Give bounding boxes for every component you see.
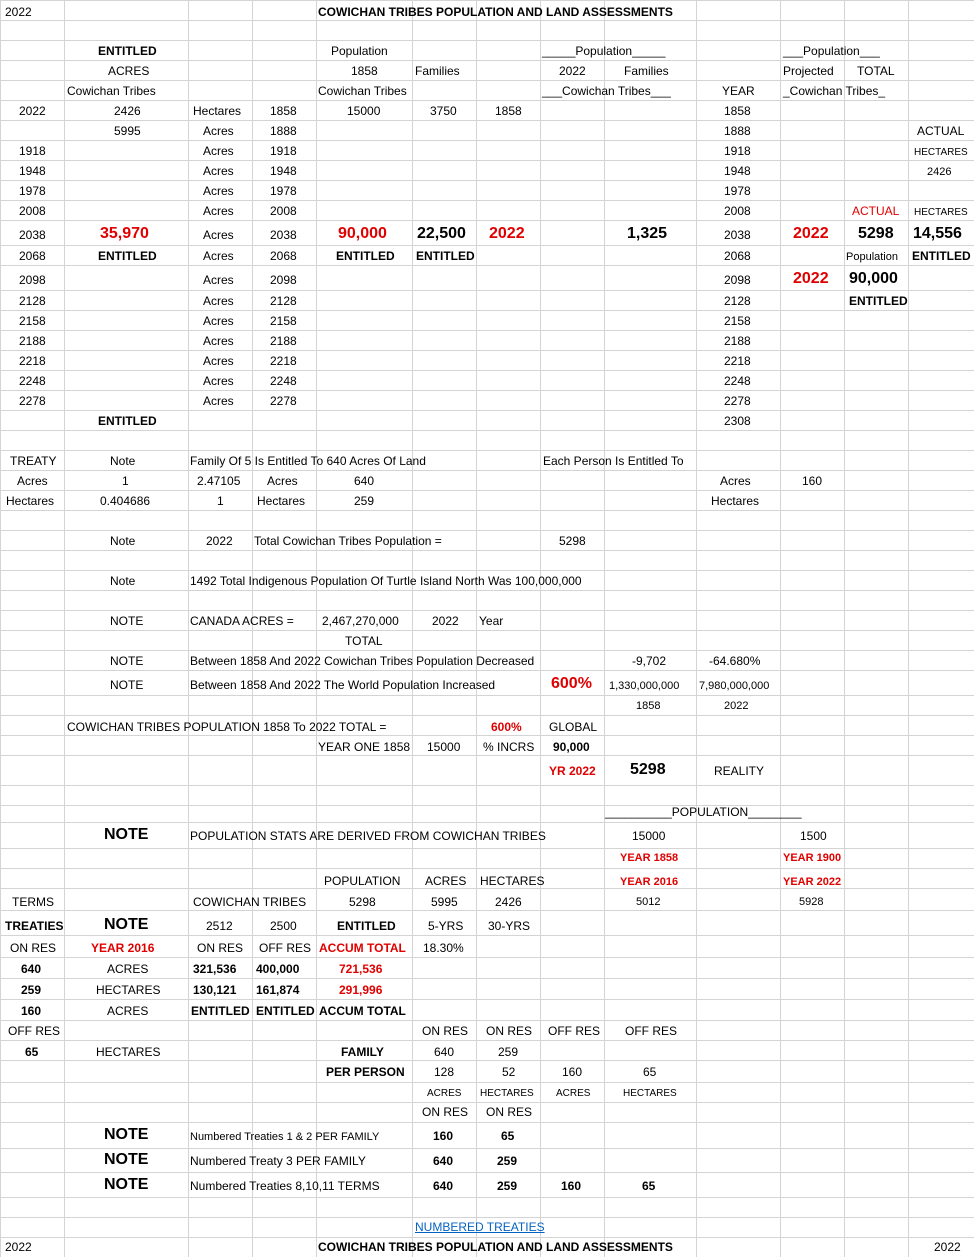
t2-population: POPULATION [324,874,401,888]
row-year3: 2278 [724,394,751,408]
treaty-hectares-3: Hectares [711,494,760,508]
footer-title: COWICHAN TRIBES POPULATION AND LAND ASSESSMENTS [318,1240,673,1254]
t2-pop-5298: 5298 [349,895,376,909]
note-year: 2022 [206,534,233,548]
t2-f259: 259 [498,1045,519,1059]
row-year3: 1948 [724,164,751,178]
treaty-acres-640: 640 [354,474,375,488]
row-unit: Acres [203,354,234,368]
value-hectares: HECTARES [914,147,968,158]
row-year3: 2098 [724,273,751,287]
header-acres: ACRES [108,64,150,78]
t2-on-res-2: ON RES [197,941,244,955]
header-pop-projected: ___Population___ [783,44,880,58]
row-year2: 2248 [270,374,297,388]
row-year: 2128 [19,294,46,308]
numbered-text: Numbered Treaties 1 & 2 PER FAMILY [190,1131,380,1143]
population-year-1900: YEAR 1900 [783,852,842,864]
footer-year-left: 2022 [5,1240,32,1254]
header-population: Population [331,44,388,58]
value-population-label: Population [846,251,898,263]
value-actual-2426: 2426 [927,166,952,178]
row-year3: 2008 [724,204,751,218]
summary-pct: 600% [491,720,522,734]
summary-pop-5298: 5298 [630,761,666,778]
population-year-1858: YEAR 1858 [620,852,679,864]
note-total: TOTAL [345,634,383,648]
row-year3: 2038 [724,228,751,242]
t2-pct-1830: 18.30% [423,941,464,955]
row-year: 2278 [19,394,46,408]
numbered-treaties-link[interactable]: NUMBERED TREATIES [415,1220,545,1234]
t2-off-res-3: OFF RES [548,1024,601,1038]
row-year2: 2068 [270,249,297,263]
t2-v259: 259 [21,983,42,997]
t2-on-res: ON RES [10,941,57,955]
t2-yrs5: 5-YRS [428,919,464,933]
numbered-a: 160 [433,1129,454,1143]
value-families-22500: 22,500 [417,225,466,242]
t2-off-res-4: OFF RES [625,1024,678,1038]
treaty-factor-acres: 2.47105 [197,474,241,488]
numbered-text: Numbered Treaties 8,10,11 TERMS [190,1179,380,1193]
row-year: 2188 [19,334,46,348]
treaty-one: 1 [122,474,129,488]
value-actual: ACTUAL [917,124,965,138]
row-year2: 2008 [270,204,297,218]
row-unit: Acres [203,144,234,158]
t2-a400000: 400,000 [256,962,300,976]
row-year3: 1888 [724,124,751,138]
note-canada-year: 2022 [432,614,459,628]
t2-hectares-label-2: HECTARES [96,1045,161,1059]
row-year2: 1918 [270,144,297,158]
row-year3: 2218 [724,354,751,368]
t2-entitled: ENTITLED [337,919,396,933]
row-unit: Acres [203,184,234,198]
row-year2: 2278 [270,394,297,408]
treaty-family-text: Family Of 5 Is Entitled To 640 Acres Of Land [190,454,426,468]
t2-a721536: 721,536 [339,962,383,976]
t2-p65: 65 [643,1065,657,1079]
population-15000: 15000 [632,829,666,843]
note-label: NOTE [110,614,144,628]
row-year3: 1858 [724,104,751,118]
header-year: YEAR [722,84,755,98]
t2-acres-5995: 5995 [431,895,458,909]
note-canada-acres-label: CANADA ACRES = [190,614,294,628]
value-hectares-14556: 14,556 [913,225,962,242]
header-pop-2022-year: 2022 [559,64,586,78]
t2-v160: 160 [21,1004,42,1018]
summary-global-90000: 90,000 [553,740,590,754]
note-total-pop-text: Total Cowichan Tribes Population = [254,534,442,548]
t2-on-res-6: ON RES [486,1105,533,1119]
t2-treaties: TREATIES [5,919,64,933]
row-year2: 1858 [270,104,297,118]
note-decrease-value: -9,702 [632,654,667,668]
population-note: NOTE [104,826,149,843]
numbered-a: 640 [433,1179,454,1193]
note-y2022: 2022 [724,700,749,712]
t2-h161874: 161,874 [256,983,300,997]
row-year3: 1978 [724,184,751,198]
note-label: Note [110,574,136,588]
header-families-2: Families [624,64,669,78]
value-acres-5995: 5995 [114,124,141,138]
treaty-each-person: Each Person Is Entitled To [543,454,684,468]
header-cowichan: Cowichan Tribes [67,84,156,98]
t2-hectares: HECTARES [480,874,545,888]
value-pop-90000: 90,000 [338,225,387,242]
summary-pop-15000: 15000 [427,740,461,754]
value-entitled-3: ENTITLED [416,249,475,263]
numbered-b: 65 [501,1129,515,1143]
row-year: 2022 [19,104,46,118]
value-entitled-bottom: ENTITLED [98,414,157,428]
row-year2: 1978 [270,184,297,198]
row-unit: Acres [203,228,234,242]
t2-terms: TERMS [12,895,54,909]
value-hectares-2: HECTARES [914,207,968,218]
value-year-2022-red: 2022 [489,225,525,242]
value-entitled-acres: 35,970 [100,225,149,242]
value-entitled-4: ENTITLED [912,249,971,263]
numbered-c: 160 [561,1179,582,1193]
value-families-3750: 3750 [430,104,457,118]
row-year2: 2038 [270,228,297,242]
note-decrease-pct: -64.680% [709,654,761,668]
value-pop-90000-b: 90,000 [849,270,898,287]
note-label: Note [110,534,136,548]
t2-hectares-3: HECTARES [480,1088,534,1099]
treaty-hectares: Hectares [6,494,55,508]
t2-hectares-2426: 2426 [495,895,522,909]
t2-p52: 52 [502,1065,516,1079]
row-year3: 2188 [724,334,751,348]
population-1500: 1500 [800,829,827,843]
sheet-title: COWICHAN TRIBES POPULATION AND LAND ASSESSMENTS [318,5,673,19]
t2-cowichan-tribes: COWICHAN TRIBES [193,895,307,909]
row-year2: 1948 [270,164,297,178]
t2-on-res-3: ON RES [422,1024,469,1038]
t2-acres-4: ACRES [556,1088,591,1099]
t2-a321536: 321,536 [193,962,237,976]
value-year-2022-red-3: 2022 [793,270,829,287]
t2-acres-3: ACRES [427,1088,462,1099]
row-year2: 2158 [270,314,297,328]
note-y1858: 1858 [636,700,661,712]
row-year: 2248 [19,374,46,388]
t2-v65: 65 [25,1045,39,1059]
value-entitled-5: ENTITLED [849,294,908,308]
row-year: 2218 [19,354,46,368]
row-year: 2038 [19,228,46,242]
t2-hectares-label: HECTARES [96,983,161,997]
summary-year-one: YEAR ONE 1858 [318,740,411,754]
numbered-note: NOTE [104,1151,149,1168]
numbered-note: NOTE [104,1126,149,1143]
treaty-one-2: 1 [217,494,224,508]
row-year: 2098 [19,273,46,287]
t2-v2500: 2500 [270,919,297,933]
note-increase-text: Between 1858 And 2022 The World Population Increased [190,678,496,692]
note-increase-pct: 600% [551,675,592,692]
note-canada-acres-value: 2,467,270,000 [322,614,399,628]
row-unit: Acres [203,394,234,408]
t2-f640: 640 [434,1045,455,1059]
row-unit: Acres [203,204,234,218]
note-total-pop-value: 5298 [559,534,586,548]
row-year: 1978 [19,184,46,198]
t2-accum-total-2: ACCUM TOTAL [319,1004,406,1018]
numbered-text: Numbered Treaty 3 PER FAMILY [190,1154,366,1168]
t2-on-res-4: ON RES [486,1024,533,1038]
row-unit: Acres [203,249,234,263]
note-indigenous-text: 1492 Total Indigenous Population Of Turtle Island North Was 100,000,000 [190,574,582,588]
treaty-hectares-2: Hectares [257,494,306,508]
row-year: 1918 [19,144,46,158]
value-acres-2426: 2426 [114,104,141,118]
row-unit: Acres [203,314,234,328]
treaty-acres-3: Acres [720,474,751,488]
treaty-note: Note [110,454,136,468]
row-year: 2068 [19,249,46,263]
row-year: 1948 [19,164,46,178]
row-year2: 2218 [270,354,297,368]
row-year3: 2248 [724,374,751,388]
header-cowichan-2: Cowichan Tribes [318,84,407,98]
treaty-hectares-259: 259 [354,494,375,508]
t2-per-person: PER PERSON [326,1065,405,1079]
value-year-1858: 1858 [495,104,522,118]
population-stats-text: POPULATION STATS ARE DERIVED FROM COWICHAN TRIBES [190,829,546,843]
row-year2: 2128 [270,294,297,308]
treaty-factor-hectares: 0.404686 [100,494,151,508]
row-unit: Acres [203,164,234,178]
header-entitled: ENTITLED [98,44,157,58]
note-year-word: Year [479,614,504,628]
population-year-2016: YEAR 2016 [620,876,679,888]
row-year3: 1918 [724,144,751,158]
treaty-acres-2: Acres [267,474,298,488]
summary-yr-2022: YR 2022 [549,764,596,778]
t2-v640: 640 [21,962,42,976]
numbered-b: 259 [497,1154,518,1168]
value-actual-red: ACTUAL [852,204,900,218]
footer-year-right: 2022 [934,1240,961,1254]
header-cowichan-3: ___Cowichan Tribes___ [542,84,671,98]
t2-entitled-2: ENTITLED [256,1004,315,1018]
summary-global: GLOBAL [549,720,598,734]
t2-acres: ACRES [425,874,467,888]
t2-p160: 160 [562,1065,583,1079]
treaty-acres-160: 160 [802,474,823,488]
row-unit: Acres [203,273,234,287]
t2-accum-total: ACCUM TOTAL [319,941,406,955]
population-5012: 5012 [636,896,661,908]
row-year3: 2308 [724,414,751,428]
row-year3: 2128 [724,294,751,308]
population-header: __________POPULATION________ [605,805,802,819]
sheet-year-top: 2022 [5,5,32,19]
numbered-a: 640 [433,1154,454,1168]
row-year2: 2098 [270,273,297,287]
population-year-2022: YEAR 2022 [783,876,842,888]
row-unit: Acres [203,334,234,348]
header-cowichan-4: _Cowichan Tribes_ [783,84,886,98]
t2-yrs30: 30-YRS [488,919,531,933]
treaty-label: TREATY [10,454,57,468]
numbered-note: NOTE [104,1176,149,1193]
row-year: 2158 [19,314,46,328]
t2-v2512: 2512 [206,919,233,933]
value-pop-15000: 15000 [347,104,381,118]
numbered-d: 65 [642,1179,656,1193]
t2-on-res-5: ON RES [422,1105,469,1119]
header-pop-year: 1858 [351,64,378,78]
t2-acres-label-2: ACRES [107,1004,149,1018]
header-pop-2022: _____Population_____ [542,44,666,58]
value-entitled: ENTITLED [98,249,157,263]
value-entitled-2: ENTITLED [336,249,395,263]
summary-pct-incrs: % INCRS [483,740,535,754]
note-decrease-text: Between 1858 And 2022 Cowichan Tribes Population Decreased [190,654,535,668]
t2-off-res-2: OFF RES [8,1024,61,1038]
row-unit: Acres [203,374,234,388]
t2-hectares-4: HECTARES [623,1088,677,1099]
t2-note: NOTE [104,916,149,933]
row-unit: Acres [203,124,234,138]
summary-total-text: COWICHAN TRIBES POPULATION 1858 To 2022 TOTAL = [67,720,387,734]
treaty-acres: Acres [17,474,48,488]
header-total: TOTAL [857,64,895,78]
row-unit: Hectares [193,104,242,118]
value-year-2022-red-2: 2022 [793,225,829,242]
t2-acres-label: ACRES [107,962,149,976]
note-world-1858: 1,330,000,000 [609,680,680,692]
numbered-b: 259 [497,1179,518,1193]
t2-year-2016: YEAR 2016 [91,941,155,955]
note-world-2022: 7,980,000,000 [699,680,770,692]
row-year2: 2188 [270,334,297,348]
t2-h130121: 130,121 [193,983,237,997]
note-label: NOTE [110,654,144,668]
t2-p128: 128 [434,1065,455,1079]
row-year3: 2158 [724,314,751,328]
summary-reality: REALITY [714,764,765,778]
population-5928: 5928 [799,896,824,908]
value-families-1325: 1,325 [627,225,668,242]
row-year2: 1888 [270,124,297,138]
row-unit: Acres [203,294,234,308]
row-year: 2008 [19,204,46,218]
t2-family: FAMILY [341,1045,384,1059]
value-pop-5298: 5298 [858,225,894,242]
header-projected: Projected [783,64,834,78]
header-families: Families [415,64,460,78]
t2-off-res: OFF RES [259,941,312,955]
row-year3: 2068 [724,249,751,263]
t2-entitled-1: ENTITLED [191,1004,250,1018]
note-label: NOTE [110,678,144,692]
t2-h291996: 291,996 [339,983,383,997]
